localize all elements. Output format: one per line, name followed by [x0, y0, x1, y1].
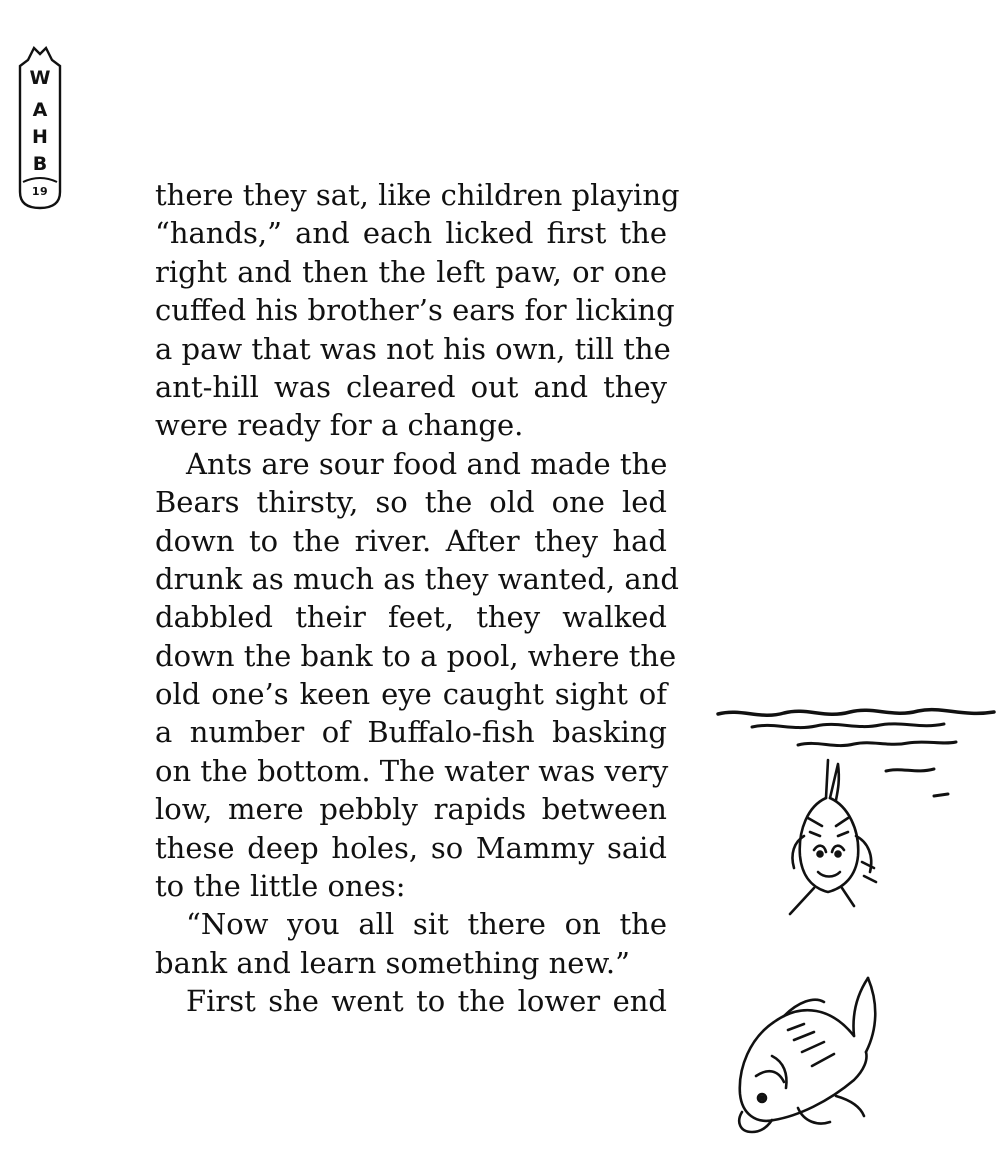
marker-letter: A — [32, 99, 48, 121]
text-line: bank and learn something new.” — [155, 945, 630, 980]
text-line: dabbled their feet, they walked — [155, 600, 667, 635]
text-line: Bears thirsty, so the old one led — [155, 485, 667, 520]
page-number: 19 — [31, 185, 49, 198]
page-marker — [10, 44, 70, 216]
paragraph-start-line: “Now you all sit there on the — [186, 907, 667, 942]
text-line: cuffed his brother’s ears for licking — [155, 293, 675, 328]
text-line: right and then the left paw, or one — [155, 254, 667, 289]
marker-divider — [23, 178, 57, 182]
text-line: a paw that was not his own, till the — [155, 331, 671, 366]
text-line: these deep holes, so Mammy said — [155, 830, 667, 865]
marker-letter: B — [32, 153, 48, 175]
fish-facing-viewer-drawing — [778, 758, 890, 918]
text-line: low, mere pebbly rapids between — [155, 792, 667, 827]
marker-letter: H — [32, 126, 48, 148]
marker-letter: W — [29, 67, 51, 89]
text-line: down the bank to a pool, where the — [155, 638, 677, 673]
paragraph-start-line: First she went to the lower end — [186, 984, 667, 1019]
fish-side-view-drawing — [728, 972, 893, 1140]
text-line: “hands,” and each licked first the — [155, 216, 667, 251]
text-line: ant-hill was cleared out and they — [155, 369, 667, 404]
body-text — [155, 176, 680, 1021]
text-line: a number of Buffalo-fish basking — [155, 715, 667, 750]
text-line: were ready for a change. — [155, 408, 524, 443]
text-line: on the bottom. The water was very — [155, 753, 669, 788]
paragraph-start-line: Ants are sour food and made the — [186, 446, 668, 481]
text-line: down to the river. After they had — [155, 523, 667, 558]
text-line: there they sat, like children playing — [155, 178, 680, 212]
text-line: to the little ones: — [155, 869, 406, 904]
text-line: old one’s keen eye caught sight of — [155, 677, 667, 712]
text-line: drunk as much as they wanted, and — [155, 561, 679, 596]
